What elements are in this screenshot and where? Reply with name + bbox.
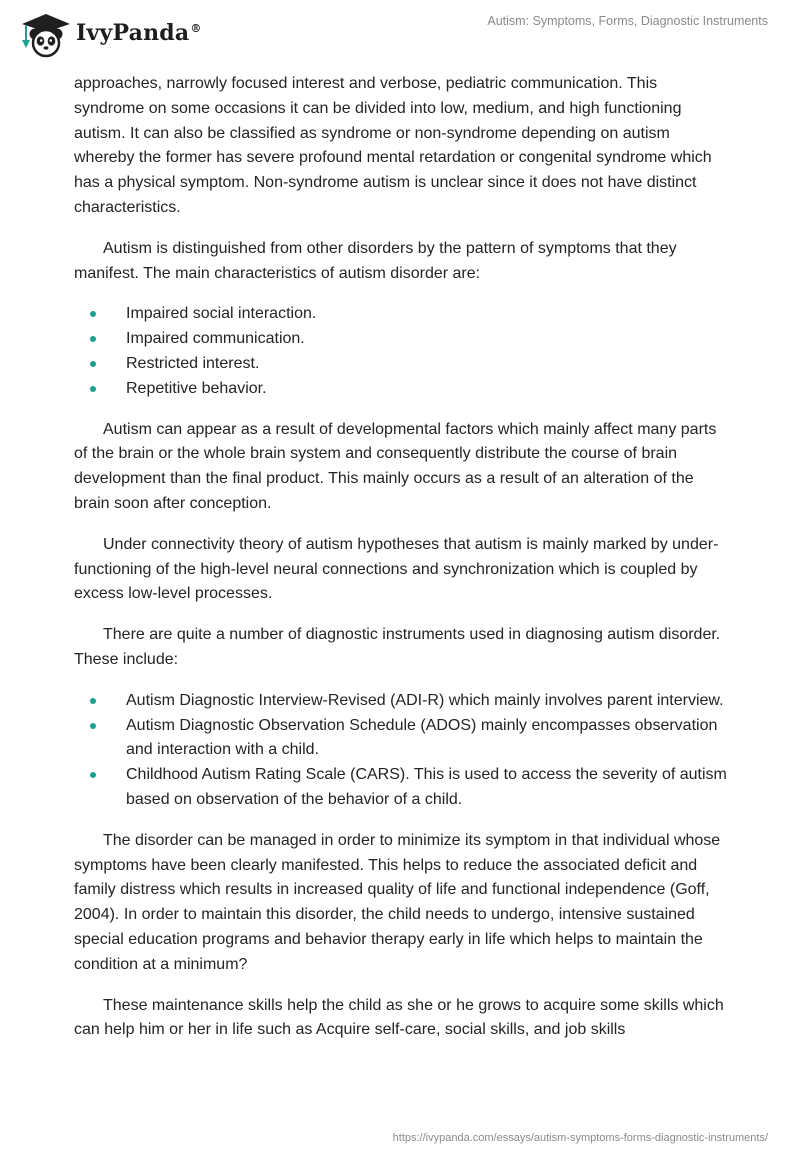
document-title: Autism: Symptoms, Forms, Diagnostic Instruments: [487, 14, 768, 28]
logo-wordmark: IvyPanda: [76, 20, 190, 46]
bullet-icon: [90, 311, 96, 317]
paragraph: The disorder can be managed in order to minimize its symptom in that individual whose symptoms have been clearly manifested. This helps to reduce the associated deficit and family distress which results in increased quality of life and functional independence (Goff, 2004). In order to maintain this disorder, the child needs to undergo, intensive sustained special education programs and behavior therapy early in life which helps to maintain the condition at a minimum?: [74, 831, 721, 973]
paragraph: Autism can appear as a result of developmental factors which mainly affect many parts of the brain or the whole brain system and consequently distribute the course of brain development than the final product. This mainly occurs as a result of an alteration of the brain soon after conception.: [74, 420, 717, 512]
bullet-icon: [90, 336, 96, 342]
list-item: [126, 689, 728, 714]
panda-graduate-icon: [16, 8, 72, 58]
list-item-text: Autism Diagnostic Interview-Revised (ADI-R) which mainly involves parent interview.: [126, 691, 724, 709]
list-item-text: Childhood Autism Rating Scale (CARS). This is used to access the severity of autism based on observation of the behavior of a child.: [126, 766, 727, 808]
ivypanda-logo[interactable]: [16, 8, 202, 58]
list-item-text: Autism Diagnostic Observation Schedule (ADOS) mainly encompasses observation and interaction with a child.: [126, 716, 718, 759]
characteristics-list: [74, 302, 728, 401]
list-item: [126, 763, 728, 813]
essay-body: [74, 72, 728, 1059]
registered-mark: ®: [190, 21, 202, 35]
paragraph: Autism is distinguished from other disorders by the pattern of symptoms that they manifest. The main characteristics of autism disorder are:: [74, 239, 677, 282]
page-header: [0, 0, 800, 64]
paragraph: approaches, narrowly focused interest and verbose, pediatric communication. This syndrome on some occasions it can be divided into low, medium, and high functioning autism. It can also be classified as syndrome or non-syndrome depending on autism whereby the former has severe profound mental retardation or congenital syndrome which has a physical symptom. Non-syndrome autism is unclear since it does not have distinct characteristics.: [74, 75, 712, 216]
bullet-icon: [90, 386, 96, 392]
bullet-icon: [90, 698, 96, 704]
list-item-text: Restricted interest.: [126, 354, 260, 372]
list-item-text: Repetitive behavior.: [126, 379, 267, 397]
list-item: [126, 377, 728, 402]
diagnostic-instruments-list: [74, 689, 728, 813]
paragraph: There are quite a number of diagnostic instruments used in diagnosing autism disorder. These include:: [74, 626, 721, 668]
list-item: [126, 714, 728, 764]
source-url[interactable]: https://ivypanda.com/essays/autism-symptoms-forms-diagnostic-instruments/: [392, 1132, 768, 1144]
list-item-text: Impaired social interaction.: [126, 305, 317, 323]
list-item-text: Impaired communication.: [126, 330, 305, 348]
list-item: [126, 302, 728, 327]
bullet-icon: [90, 772, 96, 778]
paragraph: These maintenance skills help the child as she or he grows to acquire some skills which can help him or her in life such as Acquire self-care, social skills, and job skills: [74, 996, 724, 1039]
list-item: [126, 352, 728, 377]
bullet-icon: [90, 723, 96, 729]
bullet-icon: [90, 361, 96, 367]
paragraph: Under connectivity theory of autism hypotheses that autism is mainly marked by under-functioning of the high-level neural connections and synchronization which is coupled by excess low-level processes.: [74, 535, 719, 603]
logo-text: [76, 20, 202, 46]
list-item: [126, 327, 728, 352]
